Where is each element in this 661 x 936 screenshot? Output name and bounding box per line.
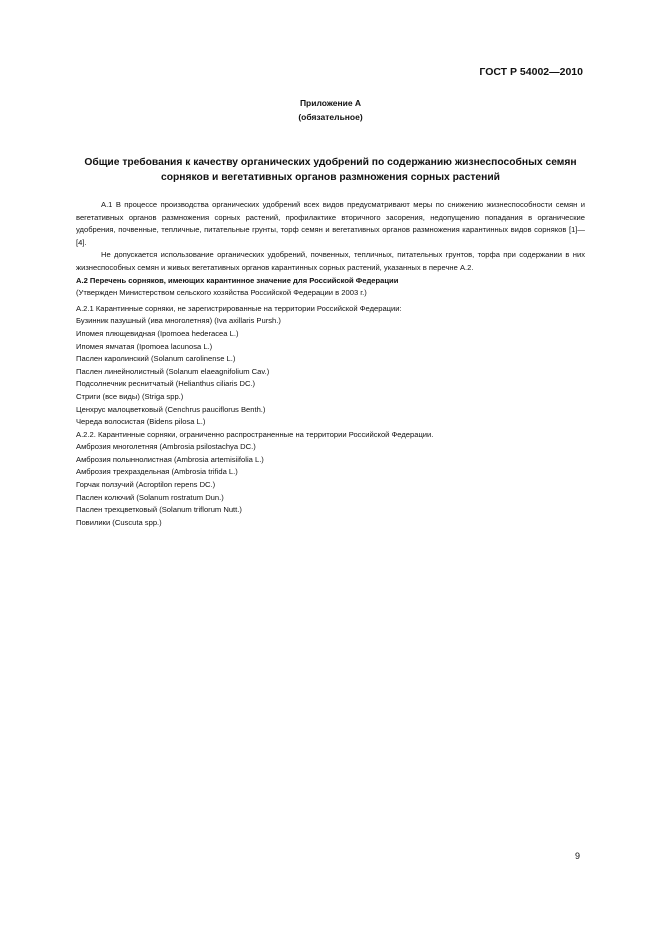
subsection-a21-heading: А.2.1 Карантинные сорняки, не зарегистрированные на территории Российской Федерации: (76, 303, 402, 313)
list-item: Подсолнечник реснитчатый (Helianthus ciliaris DC.) (76, 379, 256, 389)
list-item: Горчак ползучий (Acroptilon repens DC.) (76, 480, 216, 490)
section-a2-heading: А.2 Перечень сорняков, имеющих карантинное значение для Российской Федерации (76, 275, 399, 285)
list-item: Череда волосистая (Bidens pilosa L.) (76, 417, 206, 427)
paragraph-a1: А.1 В процессе производства органических удобрений всех видов предусматривают меры по снижению жизнеспособности семян и вегетативных органов размножения сорных растений, профилактике вторичного засорения, недопущению попадания в органические удобрения, почвенные, тепличные, питательные грунты, торф семян и вегетативных органов размножения карантинных видов сорняков [1]—[4]. (76, 200, 585, 247)
list-item: Амброзия трехраздельная (Ambrosia trifida L.) (76, 467, 238, 477)
list-item: Амброзия полыннолистная (Ambrosia artemisiifolia L.) (76, 454, 264, 464)
list-item: Ипомея плющевидная (Ipomoea hederacea L.) (76, 328, 239, 338)
list-item: Стриги (все виды) (Striga spp.) (76, 391, 184, 401)
subsection-a22-heading: А.2.2. Карантинные сорняки, ограниченно распространенные на территории Российской Федерации. (76, 429, 434, 439)
annex-status: (обязательное) (298, 112, 363, 122)
paragraph-prohibition: Не допускается использование органических удобрений, почвенных, тепличных, питательных грунтов, торфа при содержании в них жизнеспособных семян и живых вегетативных органов карантинных сорных растений, указанных в перечне А.2. (76, 250, 585, 272)
document-body (76, 199, 585, 529)
list-item: Паслен каролинский (Solanum carolinense L.) (76, 354, 236, 364)
quarantine-list-limited (76, 441, 585, 529)
list-item: Паслен трехцветковый (Solanum triflorum Nutt.) (76, 505, 242, 515)
annex-title-line: Общие требования к качеству органических удобрений по содержанию жизнеспособных семян (84, 157, 577, 168)
list-item: Ценхрус малоцветковый (Cenchrus pauciflorus Benth.) (76, 404, 266, 414)
annex-block (0, 96, 661, 124)
list-item: Повилики (Cuscuta spp.) (76, 517, 162, 527)
list-item: Амброзия многолетняя (Ambrosia psilostachya DC.) (76, 442, 256, 452)
page-number: 9 (574, 851, 580, 861)
document-number: ГОСТ Р 54002—2010 (479, 66, 583, 78)
section-a2-approval: (Утвержден Министерством сельского хозяйства Российской Федерации в 2003 г.) (76, 288, 367, 298)
quarantine-list-unregistered (76, 315, 585, 428)
list-item: Бузинник пазушный (ива многолетняя) (Iva axillaris Pursh.) (76, 316, 281, 326)
list-item: Паслен колючий (Solanum rostratum Dun.) (76, 492, 224, 502)
annex-label: Приложение А (299, 98, 362, 108)
annex-title-line: сорняков и вегетативных органов размножения сорных растений (161, 172, 500, 183)
list-item: Ипомея ямчатая (Ipomoea lacunosa L.) (76, 341, 213, 351)
list-item: Паслен линейнолистный (Solanum elaeagnifolium Cav.) (76, 366, 270, 376)
annex-title (60, 155, 601, 185)
